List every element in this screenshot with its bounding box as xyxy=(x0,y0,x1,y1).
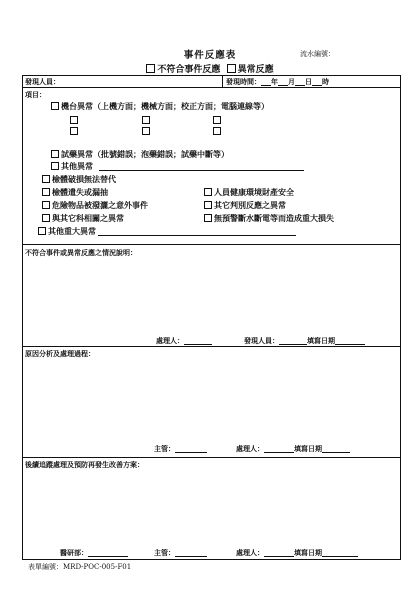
report-type-options xyxy=(0,62,420,75)
machine-checkbox[interactable] xyxy=(51,102,59,110)
reporter-sign-label: 發現人員： xyxy=(244,336,279,345)
broken-specimen-item[interactable] xyxy=(42,174,116,184)
broken-specimen-label: 檢體破損無法替代 xyxy=(52,174,116,184)
staff-safety-checkbox[interactable] xyxy=(204,188,212,196)
discovery-time-label: 發現時間： xyxy=(226,77,261,86)
supervisor-label: 主管： xyxy=(154,548,175,557)
nonconform-checkbox[interactable] xyxy=(146,64,155,73)
other-major-label: 其他重大異常 xyxy=(48,226,96,236)
form-frame xyxy=(22,75,401,560)
analysis-supervisor-field[interactable] xyxy=(154,444,207,453)
followup-medical-field[interactable] xyxy=(60,548,128,557)
analysis-title: 原因分析及處理過程： xyxy=(25,349,95,358)
broken-specimen-checkbox[interactable] xyxy=(42,175,50,183)
form-title: 事件反應表 xyxy=(183,50,237,61)
staff-safety-item[interactable] xyxy=(204,187,294,197)
description-reporter-field[interactable] xyxy=(244,336,365,345)
divider-line xyxy=(22,244,401,245)
other-major-checkbox[interactable] xyxy=(38,227,46,235)
description-title: 不符合事件或異常反應之情況說明： xyxy=(25,248,137,257)
machine-sub-checkbox[interactable] xyxy=(142,127,150,135)
lost-specimen-item[interactable] xyxy=(42,187,108,197)
divider-line xyxy=(22,87,401,88)
lost-specimen-checkbox[interactable] xyxy=(42,188,50,196)
other-identify-checkbox[interactable] xyxy=(204,201,212,209)
other-abnormal-input[interactable] xyxy=(99,162,304,171)
month-label: 月 xyxy=(288,77,295,86)
hazard-spill-label: 危險物品被潑灑之意外事件 xyxy=(52,200,148,210)
power-outage-item[interactable] xyxy=(204,213,334,223)
related-abnormal-item[interactable] xyxy=(42,213,124,223)
hazard-spill-checkbox[interactable] xyxy=(42,201,50,209)
divider-line xyxy=(22,346,401,347)
followup-supervisor-field[interactable] xyxy=(154,548,207,557)
medical-dept-label: 醫研部： xyxy=(60,548,88,557)
fill-date-label: 填寫日期 xyxy=(307,336,335,345)
other-major-item[interactable] xyxy=(38,226,296,236)
machine-sub-checkbox[interactable] xyxy=(70,127,78,135)
hazard-spill-item[interactable] xyxy=(42,200,148,210)
power-outage-label: 無預警斷水斷電等而造成重大損失 xyxy=(214,213,334,223)
abnormal-checkbox[interactable] xyxy=(227,64,236,73)
followup-title: 後續追蹤處理及預防再發生改善方案： xyxy=(25,460,144,469)
machine-sub-checkbox[interactable] xyxy=(142,116,150,124)
lost-specimen-label: 檢體遺失或漏抽 xyxy=(52,187,108,197)
nonconform-label: 不符合事件反應 xyxy=(157,65,221,75)
related-abnormal-checkbox[interactable] xyxy=(42,214,50,222)
other-abnormal-label: 其他異常 xyxy=(61,161,93,171)
reagent-label: 試藥異常（批號錯誤；泡藥錯誤；試藥中斷等） xyxy=(61,149,229,159)
other-abnormal-item[interactable] xyxy=(51,161,304,171)
day-label: 日 xyxy=(305,77,312,86)
power-outage-checkbox[interactable] xyxy=(204,214,212,222)
items-heading: 項目： xyxy=(25,90,46,99)
analysis-handler-field[interactable] xyxy=(236,444,350,453)
handler-label: 處理人： xyxy=(236,444,264,453)
handler-label: 處理人： xyxy=(156,336,184,345)
machine-label: 機台異常（上機方面；機械方面；校正方面；電腦連線等） xyxy=(61,101,269,111)
supervisor-label: 主管： xyxy=(154,444,175,453)
reagent-abnormal-item[interactable] xyxy=(51,149,229,159)
serial-number-label: 流水編號： xyxy=(300,50,335,58)
other-abnormal-checkbox[interactable] xyxy=(51,162,59,170)
year-label: 年 xyxy=(271,77,278,86)
hour-label: 時 xyxy=(322,77,329,86)
description-handler-field[interactable] xyxy=(156,336,212,345)
machine-sub-checkbox[interactable] xyxy=(213,116,221,124)
abnormal-label: 異常反應 xyxy=(237,65,274,75)
fill-date-label: 填寫日期 xyxy=(294,444,322,453)
related-abnormal-label: 與其它科相關之異常 xyxy=(52,213,124,223)
machine-abnormal-item[interactable] xyxy=(51,101,269,111)
divider-line xyxy=(222,75,223,87)
other-major-input[interactable] xyxy=(98,227,296,236)
divider-line xyxy=(22,457,401,458)
form-code: 表單編號：MRD-POC-005-F01 xyxy=(28,563,132,571)
discovery-time-field[interactable] xyxy=(226,77,329,86)
machine-sub-checkbox[interactable] xyxy=(213,127,221,135)
other-identify-item[interactable] xyxy=(204,200,286,210)
other-identify-label: 其它判別反應之異常 xyxy=(214,200,286,210)
reagent-checkbox[interactable] xyxy=(51,150,59,158)
reporter-label: 發現人員： xyxy=(25,77,60,86)
fill-date-label: 填寫日期 xyxy=(294,548,322,557)
machine-sub-checkbox[interactable] xyxy=(70,116,78,124)
staff-safety-label: 人員健康環境財產安全 xyxy=(214,187,294,197)
followup-handler-field[interactable] xyxy=(236,548,358,557)
handler-label: 處理人： xyxy=(236,548,264,557)
